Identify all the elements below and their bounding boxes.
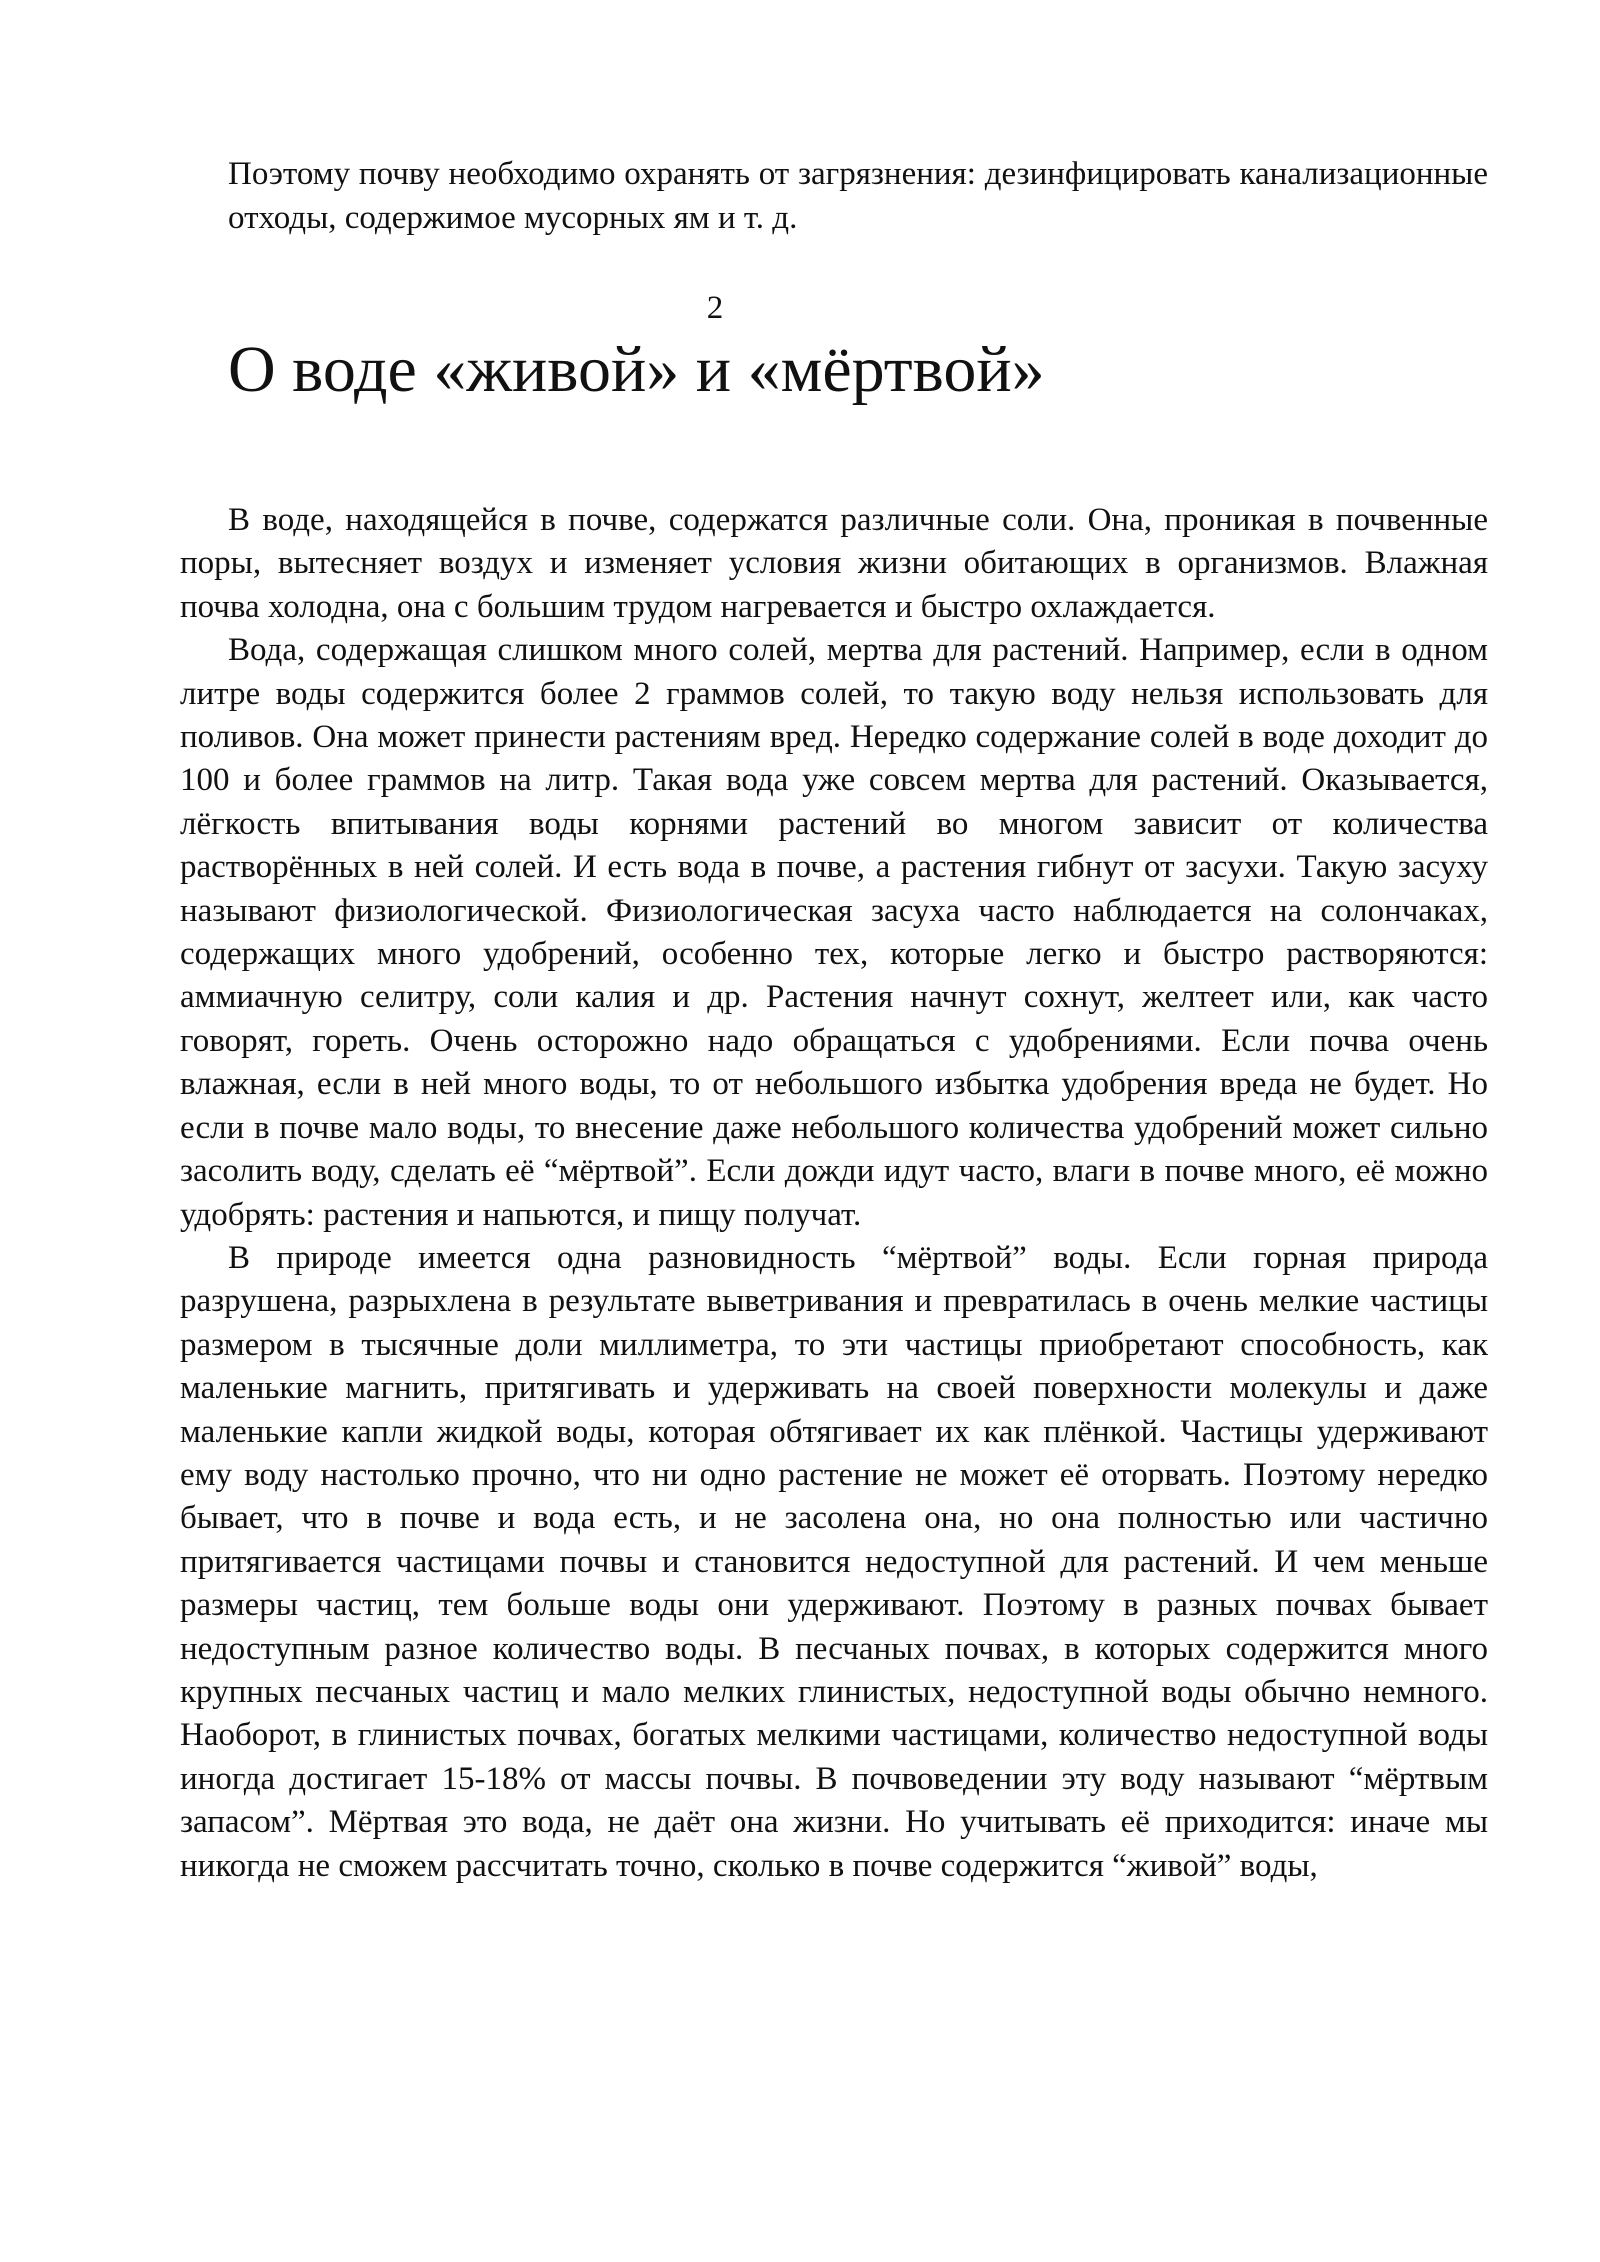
- body-text: [180, 499, 1488, 1888]
- section-number: 2: [706, 290, 724, 326]
- paragraph: В природе имеется одна разновидность “мёртвой” воды. Если горная природа разрушена, разрыхлена в результате выветривания и превратилась в очень мелкие частицы размером в тысячные доли миллиметра, то эти частицы приобретают способность, как маленькие магнить, притягивать и удерживать на своей поверхности молекулы и даже маленькие капли жидкой воды, которая обтягивает их как плёнкой. Частицы удерживают ему воду настолько прочно, что ни одно растение не может её оторвать. Поэтому нередко бывает, что в почве и вода есть, и не засолена она, но она полностью или частично притягивается частицами почвы и становится недоступной для растений. И чем меньше размеры частиц, тем больше воды они удерживают. Поэтому в разных почвах бывает недоступным разное количество воды. В песчаных почвах, в которых содержится много крупных песчаных частиц и мало мелких глинистых, недоступной воды обычно немного. Наоборот, в глинистых почвах, богатых мелкими частицами, количество недоступной воды иногда достигает 15-18% от массы почвы. В почвоведении эту воду называют “мёртвым запасом”. Мёртвая это вода, не даёт она жизни. Но учитывать её приходится: иначе мы никогда не сможем рассчитать точно, сколько в почве содержится “живой” воды,: [180, 1239, 1488, 1884]
- intro-paragraph: Поэтому почву необходимо охранять от загрязнения: дезинфицировать канализационные отходы, содержимое мусорных ям и т. д.: [228, 156, 1488, 236]
- paragraph: Вода, содержащая слишком много солей, мертва для растений. Например, если в одном литре воды содержится более 2 граммов солей, то такую воду нельзя использовать для поливов. Она может принести растениям вред. Нередко содержание солей в воде доходит до 100 и более граммов на литр. Такая вода уже совсем мертва для растений. Оказывается, лёгкость впитывания воды корнями растений во многом зависит от количества растворённых в ней солей. И есть вода в почве, а растения гибнут от засухи. Такую засуху называют физиологической. Физиологическая засуха часто наблюдается на солончаках, содержащих много удобрений, особенно тех, которые легко и быстро растворяются: аммиачную селитру, соли калия и др. Растения начнут сохнут, желтеет или, как часто говорят, гореть. Очень осторожно надо обращаться с удобрениями. Если почва очень влажная, если в ней много воды, то от небольшого избытка удобрения вреда не будет. Но если в почве мало воды, то внесение даже небольшого количества удобрений может сильно засолить воду, сделать её “мёртвой”. Если дожди идут часто, влаги в почве много, её можно удобрять: растения и напьются, и пищу получат.: [180, 632, 1488, 1233]
- paragraph: В воде, находящейся в почве, содержатся различные соли. Она, проникая в почвенные поры, вытесняет воздух и изменяет условия жизни обитающих в организмов. Влажная почва холодна, она с большим трудом нагревается и быстро охлаждается.: [180, 502, 1488, 625]
- chapter-title: О воде «живой» и «мёртвой»: [228, 333, 1045, 406]
